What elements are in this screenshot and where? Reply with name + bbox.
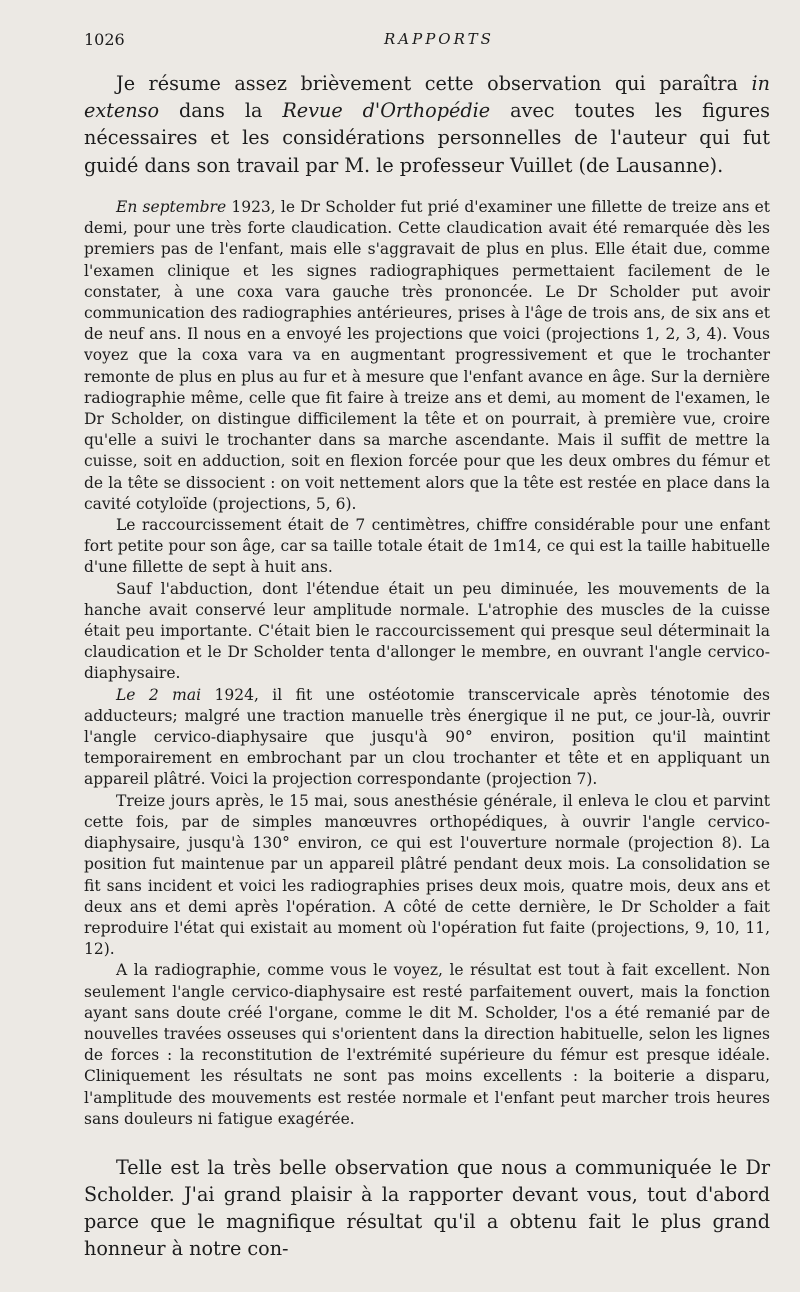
- body-paragraph: Sauf l'abduction, dont l'étendue était un peu diminuée, les mouvements de la hanche avait conservé leur amplitude normale. L'atrophie des muscles de la cuisse était peu importante. C'était bien le raccourcissement qui presque seul déterminait la claudication et le Dr Scholder tenta d'allonger le membre, en ouvrant l'angle cervico-diaphysaire.: [84, 579, 770, 683]
- closing-paragraph: Telle est la très belle observation que nous a communiquée le Dr Scholder. J'ai grand plaisir à la rapporter devant vous, tout d'abord parce que le magnifique résultat qu'il a obtenu fait le plus grand honneur à notre con-: [84, 1156, 770, 1260]
- body-paragraph: Le raccourcissement était de 7 centimètres, chiffre considérable pour une enfant fort petite pour son âge, car sa taille totale était de 1m14, ce qui est la taille habituelle d'une fillette de sept à huit ans.: [84, 516, 770, 577]
- page-header: [84, 30, 770, 54]
- intro-paragraph-block: [84, 70, 770, 179]
- italic-text: En septembre: [116, 198, 227, 216]
- italic-text: in extenso: [84, 72, 770, 123]
- body-paragraph: [84, 685, 770, 791]
- intro-paragraph: [84, 70, 770, 179]
- text-span: 1923, le Dr Scholder fut prié d'examiner une fillette de treize ans et demi, pour une très forte claudication. Cette claudication avait été remarquée dès les premiers pas de l'enfant, mais elle s'aggravait de plus en plus. Elle était due, comme l'examen clinique et les signes radiographiques permettaient facilement de le constater, à une coxa vara gauche très prononcée. Le Dr Scholder put avoir communication des radiographies antérieures, prises à l'âge de trois ans, de six ans et de neuf ans. Il nous en a envoyé les projections que voici (projections 1, 2, 3, 4). Vous voyez que la coxa vara va en augmentant progressivement et que le trochanter remonte de plus en plus au fur et à mesure que l'enfant avance en âge. Sur la dernière radiographie même, celle que fit faire à treize ans et demi, au moment de l'examen, le Dr Scholder, on distingue difficilement la tête et on pourrait, à première vue, croire qu'elle a suivi le trochanter dans sa marche ascendante. Mais il suffit de mettre la cuisse, soit en adduction, soit en flexion forcée pour que les deux ombres du fémur et de la tête se dissocient : on voit nettement alors que la tête est restée en place dans la cavité cotyloïde (projections, 5, 6).: [84, 198, 770, 513]
- italic-text: Le 2 mai: [116, 685, 202, 704]
- text-span: avec toutes les figures nécessaires et les considérations personnelles de l'auteur qui fut guidé dans son travail par M. le professeur Vuillet (de Lausanne).: [84, 99, 770, 177]
- body-paragraph: [84, 197, 770, 515]
- text-span: 1924, il fit une ostéotomie transcervicale après ténotomie des adducteurs; malgré une traction manuelle très énergique il ne put, ce jour-là, ouvrir l'angle cervico-diaphysaire que jusqu'à 90° environ, position qu'il maintint temporairement en embrochant par un clou trochanter et tête et en appliquant un appareil plâtré. Voici la projection correspondante (projection 7).: [84, 685, 770, 789]
- journal-title: Revue d'Orthopédie: [282, 99, 491, 123]
- body-paragraph: Treize jours après, le 15 mai, sous anesthésie générale, il enleva le clou et parvint cette fois, par de simples manœuvres orthopédiques, à ouvrir l'angle cervico-diaphysaire, jusqu'à 130° environ, ce qui est l'ouverture normale (projection 8). La position fut maintenue par un appareil plâtré pendant deux mois. La consolidation se fit sans incident et voici les radiographies prises deux mois, quatre mois, deux ans et deux ans et demi après l'opération. A côté de cette dernière, le Dr Scholder a fait reproduire l'état qui existait au moment où l'opération fut faite (projections, 9, 10, 11, 12).: [84, 791, 770, 959]
- running-title: RAPPORTS: [384, 30, 494, 48]
- closing-paragraph-block: [84, 1154, 770, 1262]
- page-number: 1026: [84, 30, 125, 49]
- text-span: dans la: [159, 99, 283, 123]
- text-span: Je résume assez brièvement cette observation qui paraîtra: [116, 72, 752, 95]
- body-paragraph: A la radiographie, comme vous le voyez, le résultat est tout à fait excellent. Non seulement l'angle cervico-diaphysaire est resté parfaitement ouvert, mais la fonction ayant sans doute créé l'organe, comme le dit M. Scholder, l'os a été remanié par de nouvelles travées osseuses qui s'orientent dans la direction habituelle, selon les lignes de forces : la reconstitution de l'extrémité supérieure du fémur est presque idéale. Cliniquement les résultats ne sont pas moins excellents : la boiterie a disparu, l'amplitude des mouvements est restée normale et l'enfant peut marcher trois heures sans douleurs ni fatigue exagérée.: [84, 961, 770, 1128]
- case-report-body: [84, 197, 770, 1130]
